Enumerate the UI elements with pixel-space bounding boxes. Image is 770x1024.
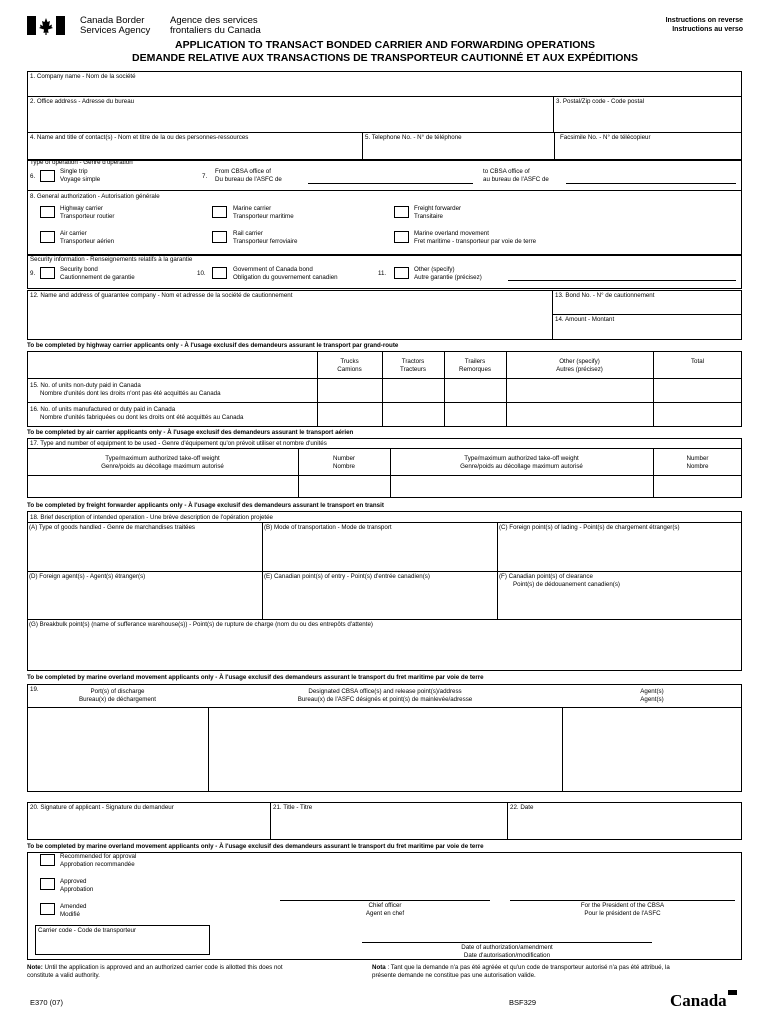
ports-discharge-header: Port(s) of discharge Bureau(x) de déchargement [78, 688, 157, 703]
agency-fr-line1: Agence des services [170, 15, 258, 26]
canada-wordmark [670, 990, 727, 1011]
office-address-field[interactable] [28, 105, 552, 131]
highway-carrier-label: Highway carrier Transporteur routier [60, 205, 115, 220]
other-security-label: Other (specify) Autre garantie (précisez) [414, 266, 482, 281]
item-19-number: 19. [30, 686, 39, 693]
government-bond-label: Government of Canada bond Obligation du gouvernement canadien [233, 266, 338, 281]
other-security-checkbox[interactable] [394, 267, 409, 279]
forwarder-section-header: To be completed by freight forwarder applicants only - À l'usage exclusif des demandeurs assurant le transport en transit [27, 502, 384, 509]
recommended-label: Recommended for approval Approbation recommandée [60, 853, 137, 868]
item-6-number: 6. [30, 173, 36, 180]
highway-section-header: To be completed by highway carrier applicants only - À l'usage exclusif des demandeurs assurant le transport par grand-route [27, 342, 399, 349]
from-cbsa-label: From CBSA office of Du bureau de l'ASFC de [215, 168, 282, 183]
date-field[interactable] [508, 812, 741, 839]
foreign-agents-label: (D) Foreign agent(s) - Agent(s) étranger(s) [29, 573, 146, 580]
government-bond-checkbox[interactable] [212, 267, 227, 279]
row-16-label: 16. No. of units manufactured or duty paid in Canada Nombre d'unités fabriquées ou dont les droits ont été acquittés au Canada [30, 406, 244, 421]
number-header-1: Number Nombre [332, 455, 355, 470]
approved-label: Approved Approbation [60, 878, 94, 893]
guarantee-company-field[interactable] [28, 300, 551, 339]
goods-handled-label: (A) Type of goods handled - Genre de marchandises traitées [29, 524, 196, 531]
to-cbsa-label: to CBSA office of au bureau de l'ASFC de [483, 168, 549, 183]
total-header: Total [690, 358, 705, 365]
president-label: For the President of the CBSA Pour le président de l'ASFC [580, 902, 665, 917]
to-cbsa-field[interactable] [566, 176, 736, 184]
marine-overland-label: Marine overland movement Fret maritime - transporteur par voie de terre [414, 230, 537, 245]
guarantee-company-label: 12. Name and address of guarantee company - Nom et adresse de la société de cautionnement [30, 292, 293, 299]
title-fr: DEMANDE RELATIVE AUX TRANSACTIONS DE TRANSPORTEUR CAUTIONNÉ ET AUX EXPÉDITIONS [132, 52, 638, 64]
agency-en-line2: Services Agency [80, 25, 151, 36]
row-15-inputs[interactable] [318, 379, 741, 401]
company-name-label: 1. Company name - Nom de la société [30, 73, 136, 80]
authorization-date-label: Date of authorization/amendment Date d'autorisation/modification [461, 944, 553, 959]
freight-forwarder-checkbox[interactable] [394, 206, 409, 218]
operation-type-title: Type of operation - Genre d'opération [30, 159, 133, 166]
instructions-note [666, 16, 743, 34]
foreign-lading-label: (C) Foreign point(s) of lading - Point(s) de chargement étranger(s) [499, 524, 680, 531]
rail-carrier-label: Rail carrier Transporteur ferroviaire [233, 230, 298, 245]
form-number-fr: BSF329 [509, 998, 537, 1007]
security-bond-checkbox[interactable] [40, 267, 55, 279]
telephone-field[interactable] [363, 142, 553, 159]
facsimile-field[interactable] [555, 142, 741, 159]
agency-name-en [80, 16, 150, 36]
chief-officer-label: Chief officer Agent en chef [365, 902, 405, 917]
agency-en-line1: Canada Border [80, 15, 145, 26]
date-label: 22. Date [510, 804, 534, 811]
instructions-en: Instructions on reverse [665, 17, 743, 24]
air-section-header: To be completed by air carrier applicants only - À l'usage exclusif des demandeurs assurant le transport aérien [27, 429, 354, 436]
note-en: Note: Until the application is approved and an authorized carrier code is allotted this does not constitute a valid authority. [27, 964, 283, 979]
other-security-field[interactable] [508, 275, 736, 281]
company-name-field[interactable] [28, 80, 741, 94]
canada-flag-icon [27, 16, 65, 35]
amount-field[interactable] [553, 324, 741, 339]
single-trip-label: Single trip Voyage simple [60, 168, 101, 183]
breakbulk-label: (G) Breakbulk point(s) (name of sufferance warehouse(s)) - Point(s) de rupture de charge (nom du ou des entrepôts d'attente) [29, 621, 373, 628]
security-bond-label: Security bond Cautionnement de garantie [60, 266, 135, 281]
postal-code-field[interactable] [554, 105, 741, 131]
weight-header-1: Type/maximum authorized take-off weight Genre/poids au décollage maximum autorisé [101, 455, 224, 470]
trucks-header: Trucks Camions [337, 358, 362, 373]
item-11-number: 11. [378, 270, 387, 277]
signature-field[interactable] [28, 812, 269, 839]
weight-header-2: Type/maximum authorized take-off weight Genre/poids au décollage maximum autorisé [460, 455, 583, 470]
operation-description-label: 18. Brief description of intended operation - Une brève description de l'opération projetée [30, 514, 273, 521]
title-label: 21. Title - Titre [273, 804, 313, 811]
wordmark-flag-icon [728, 990, 737, 995]
transport-mode-label: (B) Mode of transportation - Mode de transport [264, 524, 392, 531]
amended-label: Amended Modifié [60, 903, 87, 918]
entry-points-label: (E) Canadian point(s) of entry - Point(s) d'entrée canadien(s) [264, 573, 430, 580]
form-title [0, 39, 770, 65]
office-address-label: 2. Office address - Adresse du bureau [30, 98, 135, 105]
signature-label: 20. Signature of applicant - Signature du demandeur [30, 804, 174, 811]
agency-fr-line2: frontaliers du Canada [170, 25, 261, 36]
facsimile-label: Facsimile No. - N° de télécopieur [560, 134, 651, 141]
other-vehicle-header: Other (specify) Autres (précisez) [556, 358, 603, 373]
contact-name-field[interactable] [28, 142, 361, 159]
equipment-label: 17. Type and number of equipment to be used - Genre d'équipement qu'on prévoit utiliser et nombre d'unités [30, 440, 327, 447]
title-field[interactable] [271, 812, 506, 839]
contact-name-label: 4. Name and title of contact(s) - Nom et titre de la ou des personnes-ressources [30, 134, 249, 141]
highway-carrier-checkbox[interactable] [40, 206, 55, 218]
trailers-header: Trailers Remorques [459, 358, 491, 373]
amended-checkbox[interactable] [40, 903, 55, 915]
postal-code-label: 3. Postal/Zip code - Code postal [556, 98, 645, 105]
clearance-points-label: (F) Canadian point(s) of clearance Point(s) de dédouanement canadien(s) [499, 573, 620, 588]
telephone-label: 5. Telephone No. - N° de téléphone [365, 134, 462, 141]
forwarder-block [27, 511, 742, 671]
bond-number-field[interactable] [553, 300, 741, 313]
marine-overland-checkbox[interactable] [394, 231, 409, 243]
note-fr: Nota : Tant que la demande n'a pas été agréée et qu'un code de transporteur autorisé n'a pas été attribué, la présente demande ne constitue pas une autorisation valide. [372, 964, 670, 979]
from-cbsa-field[interactable] [308, 176, 473, 184]
approved-checkbox[interactable] [40, 878, 55, 890]
agents-header: Agent(s) Agent(s) [640, 688, 664, 703]
amount-label: 14. Amount - Montant [555, 316, 615, 323]
rail-carrier-checkbox[interactable] [212, 231, 227, 243]
equipment-entry-row[interactable] [28, 476, 741, 497]
office-section-header: To be completed by marine overland movement applicants only - À l'usage exclusif des demandeurs assurant le transport du fret maritime par voie de terre [27, 843, 484, 850]
general-authorization-title: 8. General authorization - Autorisation générale [30, 193, 160, 200]
marine-overland-section-header: To be completed by marine overland movement applicants only - À l'usage exclusif des demandeurs assurant le transport du fret maritime par voie de terre [27, 674, 484, 681]
wordmark-text: Canada [670, 991, 727, 1010]
tractors-header: Tractors Tracteurs [400, 358, 426, 373]
item-7-number: 7. [202, 173, 208, 180]
freight-forwarder-label: Freight forwarder Transitaire [414, 205, 462, 220]
marine-carrier-checkbox[interactable] [212, 206, 227, 218]
designated-office-header: Designated CBSA office(s) and release point(s)/address Bureau(x) de l'ASFC désignés et point(s) de mainlevée/adresse [297, 688, 473, 703]
item-9-number: 9. [30, 270, 36, 277]
air-carrier-label: Air carrier Transporteur aérien [60, 230, 115, 245]
item-10-number: 10. [197, 270, 206, 277]
operation-type-block [27, 160, 742, 255]
air-carrier-checkbox[interactable] [40, 231, 55, 243]
single-trip-checkbox[interactable] [40, 170, 55, 182]
title-en: APPLICATION TO TRANSACT BONDED CARRIER AND FORWARDING OPERATIONS [174, 39, 595, 51]
security-info-title: Security information - Renseignements relatifs à la garantie [30, 256, 193, 263]
recommended-checkbox[interactable] [40, 854, 55, 866]
carrier-code-label: Carrier code - Code de transporteur [38, 927, 137, 934]
marine-carrier-label: Marine carrier Transporteur maritime [233, 205, 294, 220]
row-16-inputs[interactable] [318, 403, 741, 426]
agency-name-fr [170, 16, 261, 36]
number-header-2: Number Nombre [686, 455, 709, 470]
instructions-fr: Instructions au verso [672, 26, 743, 33]
bond-number-label: 13. Bond No. - N° de cautionnement [555, 292, 655, 299]
form-number-en: E370 (07) [30, 998, 63, 1007]
row-15-label: 15. No. of units non-duty paid in Canada Nombre d'unités dont les droits n'ont pas été acquittés au Canada [30, 382, 221, 397]
